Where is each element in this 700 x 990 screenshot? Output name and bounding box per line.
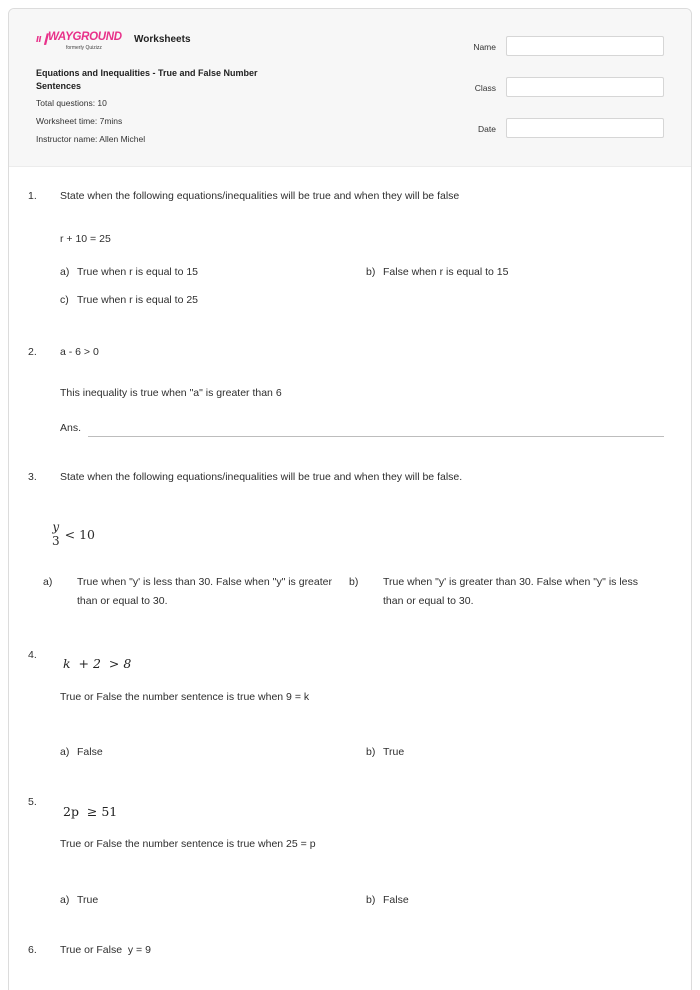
worksheet-title: Equations and Inequalities - True and False Number Sentences [36, 68, 258, 91]
date-label: Date [478, 124, 496, 134]
logo-mark-icon: ıı❙ [36, 33, 50, 45]
option-b[interactable] [366, 891, 409, 910]
option-a[interactable] [60, 891, 98, 910]
logo-subtext: formerly Quizizz [66, 45, 102, 51]
class-input[interactable] [506, 77, 664, 97]
worksheet-header [9, 9, 691, 167]
option-label: b) [366, 266, 376, 278]
name-label: Name [473, 42, 496, 52]
date-input[interactable] [506, 118, 664, 138]
wayground-logo [36, 31, 128, 55]
question-statement: This inequality is true when "a" is greater than 6 [60, 387, 282, 399]
question-number: 3. [28, 471, 37, 483]
option-label: b) [349, 576, 359, 588]
question-prompt: True or False the number sentence is true when 9 = k [60, 691, 310, 703]
option-text: True when "y' is less than 30. False when "y" is greater than or equal to 30. [77, 576, 332, 607]
option-a[interactable] [60, 743, 103, 762]
option-label: a) [60, 894, 70, 906]
option-c[interactable] [60, 291, 198, 310]
question-number: 5. [28, 796, 37, 808]
class-label: Class [474, 83, 496, 93]
brand-row [36, 31, 191, 55]
brand-suffix: Worksheets [134, 34, 191, 45]
numerator: y [52, 520, 60, 534]
denominator: 3 [52, 534, 60, 548]
option-text: False [383, 894, 409, 906]
option-a[interactable] [60, 263, 198, 282]
option-label: a) [60, 266, 70, 278]
name-input[interactable] [506, 36, 664, 56]
question-expression: 2p ≥ 51 [63, 804, 118, 819]
option-text: True [77, 894, 99, 906]
instructor-name: Instructor name: Allen Michel [36, 134, 146, 144]
option-text: False [77, 746, 103, 758]
option-text: True [383, 746, 405, 758]
option-label: a) [60, 746, 70, 758]
option-label: b) [366, 894, 376, 906]
inequality-rest: < 10 [64, 526, 95, 542]
question-number: 2. [28, 346, 37, 358]
question-number: 1. [28, 190, 37, 202]
option-b[interactable] [349, 573, 656, 611]
question-expression: r + 10 = 25 [60, 233, 111, 245]
option-a[interactable] [43, 573, 350, 611]
answer-label: Ans. [60, 422, 82, 434]
option-text: False when r is equal to 15 [383, 266, 509, 278]
option-label: c) [60, 294, 69, 306]
question-prompt: a - 6 > 0 [60, 346, 99, 358]
option-text: True when "y' is greater than 30. False when "y" is less than or equal to 30. [383, 576, 638, 607]
fraction [52, 520, 60, 548]
option-text: True when r is equal to 15 [77, 266, 199, 278]
option-b[interactable] [366, 263, 509, 282]
question-prompt: State when the following equations/inequalities will be true and when they will be false [60, 190, 460, 202]
question-number: 6. [28, 944, 37, 956]
answer-line-input[interactable] [88, 436, 664, 437]
question-prompt: True or False y = 9 [60, 944, 151, 956]
question-number: 4. [28, 649, 37, 661]
option-b[interactable] [366, 743, 404, 762]
total-questions: Total questions: 10 [36, 98, 107, 108]
option-label: b) [366, 746, 376, 758]
fraction-expression [52, 520, 95, 548]
logo-text: WAYGROUND [48, 31, 122, 43]
question-prompt: State when the following equations/inequalities will be true and when they will be false. [60, 471, 463, 483]
option-label: a) [43, 576, 53, 588]
worksheet-time: Worksheet time: 7mins [36, 116, 123, 126]
option-text: True when r is equal to 25 [77, 294, 199, 306]
question-prompt: True or False the number sentence is true when 25 = p [60, 838, 316, 850]
question-expression: k + 2 > 8 [63, 656, 132, 671]
